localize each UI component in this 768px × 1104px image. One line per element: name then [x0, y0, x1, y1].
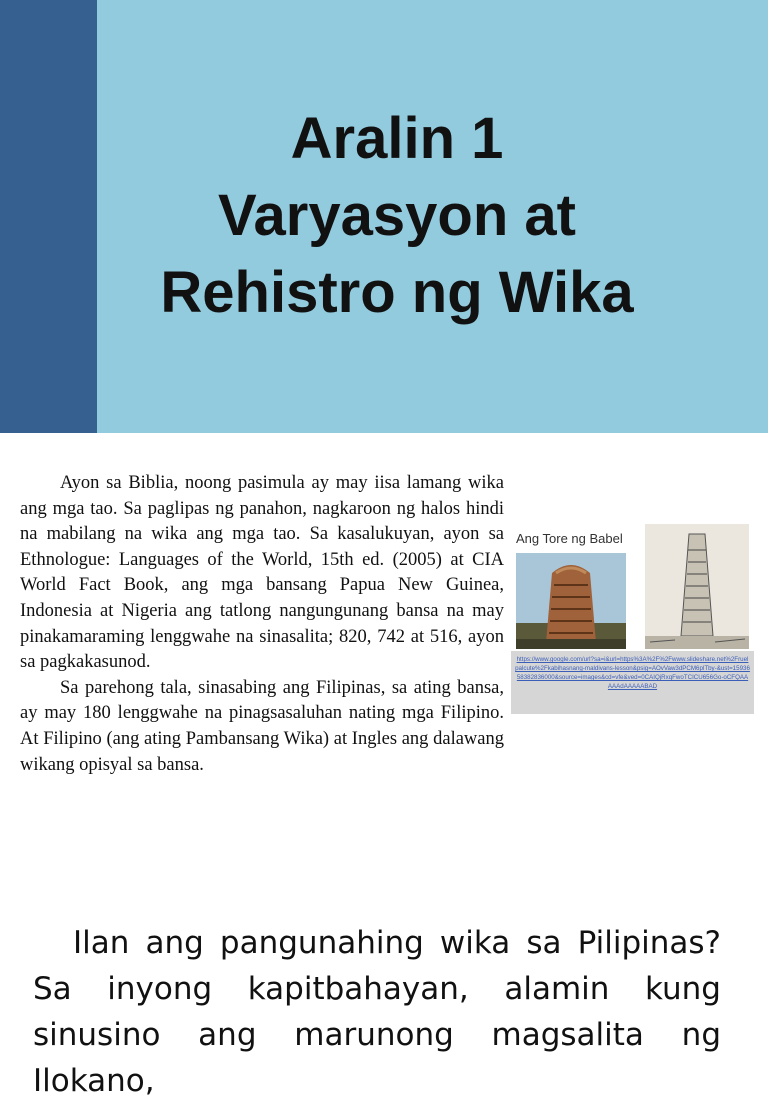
babel-engraving-image: [645, 524, 749, 649]
title-line-2: Varyasyon at: [218, 183, 576, 248]
body-text: [20, 471, 504, 778]
slide-header: [0, 0, 768, 433]
paragraph-2: Sa parehong tala, sinasabing ang Filipinas, sa ating bansa, ay may 180 lenggwahe na pinagsasaluhan nating mga Filipino. At Filipino (ang ating Pambansang Wika) at Ingles ang dalawang wikang opisyal sa bansa.: [20, 677, 504, 775]
paragraph-1: Ayon sa Biblia, noong pasimula ay may iisa lamang wika ang mga tao. Sa paglipas ng panahon, nagkaroon ng halos hindi na mabilang na wika ang mga tao. Sa kasalukuyan, ayon sa Ethnologue: Languages of the World, 15th ed. (2005) at CIA World Fact Book, ang mga bansang Papua New Guinea, Indonesia at Nigeria ang tatlong nangungunang bansa na may pinakamaraming lenggwahe na sinasalita; 820, 742 at 516, ayon sa pagkakasunod.: [20, 473, 504, 673]
header-accent-bar: [0, 0, 97, 433]
title-line-1: Aralin 1: [290, 106, 504, 171]
question-text: Ilan ang pangunahing wika sa Pilipinas? Sa inyong kapitbahayan, alamin kung sinusino ang marunong magsalita ng Ilokano,: [33, 925, 721, 1099]
title-line-3: Rehistro ng Wika: [160, 260, 634, 325]
babel-painting-image: [516, 553, 626, 649]
tower-of-babel-figure: [511, 519, 754, 714]
figure-source-link[interactable]: https://www.google.com/url?sa=i&url=https%3A%2F%2Fwww.slideshare.net%2Fruelpalcute%2Fkabihasnang-maldivans-lesson&psig=AOvVaw3dPCM6plTby-&ust=1593658382836000&source=images&cd=vfe&ved=0CAIQjRxqFwoTCICU656Go-oCFQAAAAAdAAAAABAD: [515, 656, 750, 690]
figure-title: Ang Tore ng Babel: [516, 531, 623, 546]
slide-title: [97, 100, 697, 331]
